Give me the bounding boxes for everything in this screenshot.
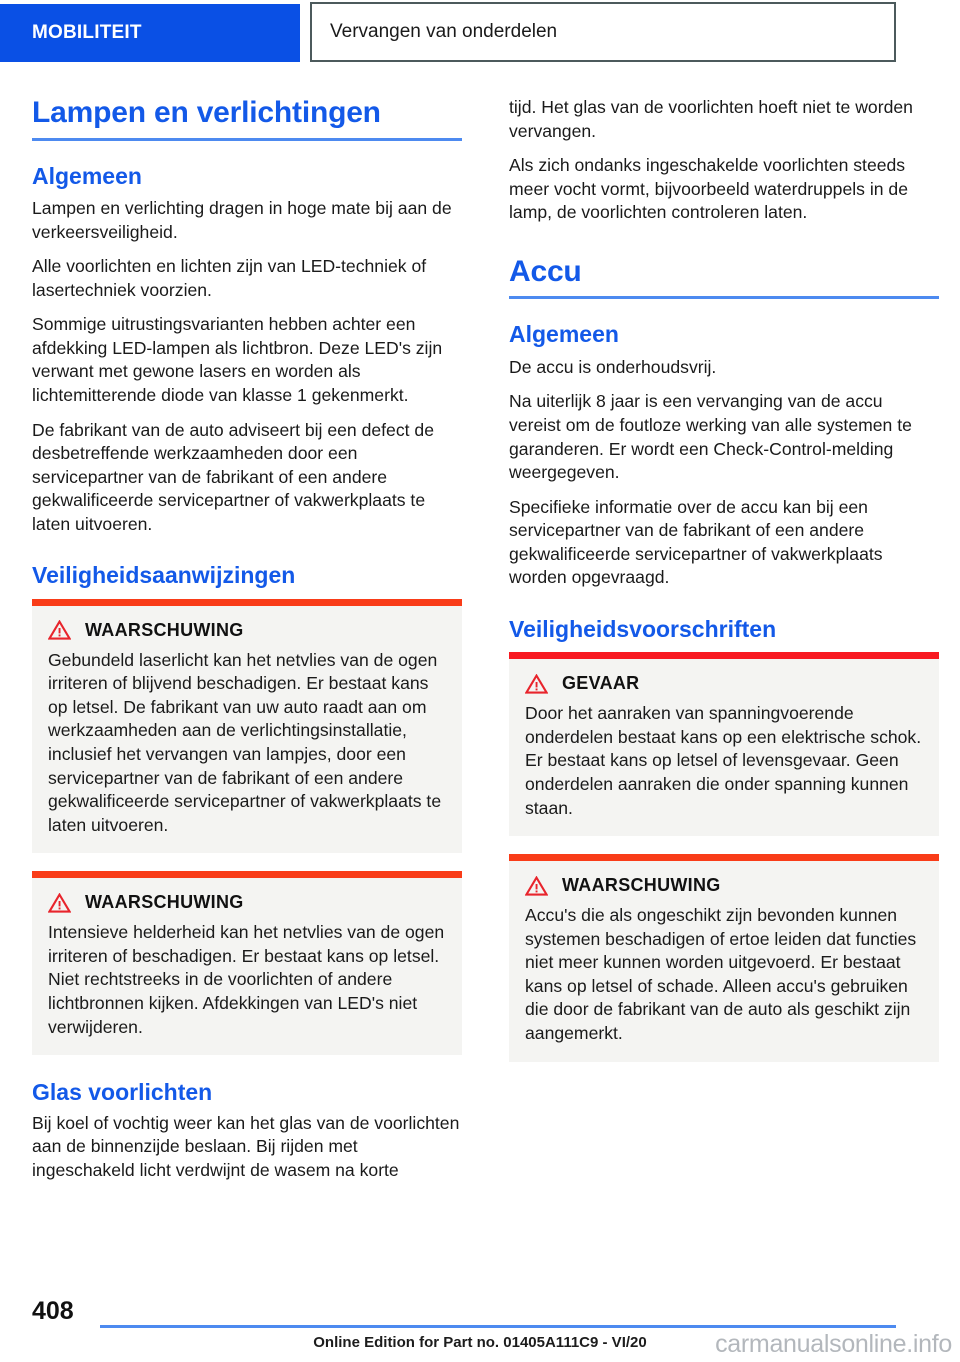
right-column — [509, 96, 939, 1193]
warning-notice — [32, 599, 462, 854]
section-heading-veiligheidsaanwijzingen: Veiligheidsaanwijzingen — [32, 562, 296, 589]
breadcrumb-label: Vervangen van onderdelen — [330, 21, 558, 42]
warning-triangle-icon — [48, 620, 71, 640]
breadcrumb — [310, 2, 896, 62]
watermark: carmanualsonline.info — [715, 1330, 952, 1358]
paragraph: Sommige uitrustingsvarianten hebben achter een afdekking LED-lampen als lichtbron. Deze LED's zijn verwant met gewone lasers en worden als lichtemitterende diode van klasse 1 gekenmerkt. — [32, 314, 443, 405]
notice-label: GEVAAR — [562, 673, 640, 694]
notice-text: Intensieve helderheid kan het netvlies van de ogen irriteren of beschadigen. Er bestaat kans op letsel. Niet rechtstreeks in de voorlichten of andere lichtbronnen kijken. Afdekkingen van LED's niet verwijderen. — [48, 922, 445, 1037]
page-footer — [0, 1290, 960, 1362]
footer-divider — [100, 1325, 896, 1328]
notice-accent-bar — [32, 599, 462, 606]
chapter-tab-label: MOBILITEIT — [32, 22, 142, 43]
section-heading-veiligheidsvoorschriften: Veiligheidsvoorschriften — [509, 615, 777, 642]
paragraph: Specifieke informatie over de accu kan bij een servicepartner van de fabrikant of een andere gekwalificeerde servicepartner of vakwerkplaats worden opgevraagd. — [509, 496, 883, 588]
notice-label: WAARSCHUWING — [85, 619, 244, 640]
paragraph: Alle voorlichten en lichten zijn van LED-techniek of lasertechniek voorzien. — [32, 256, 427, 300]
paragraph: De accu is onderhoudsvrij. — [509, 356, 717, 377]
section-heading-algemeen: Algemeen — [32, 162, 142, 189]
section-heading-accu: Accu — [509, 254, 582, 288]
chapter-tab — [0, 4, 300, 62]
notice-header — [525, 875, 923, 896]
notice-text: Door het aanraken van spanningvoerende onderdelen bestaat kans op een elektrische schok. Er bestaat kans op letsel of levensgevaar. Geen onderdelen aanraken die onder spanning kunnen staan. — [525, 703, 922, 818]
section-heading-algemeen: Algemeen — [509, 321, 619, 348]
page-content — [0, 96, 960, 1193]
paragraph: tijd. Het glas van de voorlichten hoeft niet te worden vervangen. — [509, 97, 913, 141]
warning-notice — [32, 871, 462, 1055]
notice-label: WAARSCHUWING — [562, 875, 721, 896]
notice-accent-bar — [509, 652, 939, 659]
notice-header — [48, 620, 446, 641]
notice-label: WAARSCHUWING — [85, 892, 244, 913]
paragraph: De fabrikant van de auto adviseert bij een defect de desbetreffende werkzaamheden door een servicepartner van de fabrikant of een andere gekwalificeerde servicepartner of vakwerkplaats te laten uitvoeren. — [32, 419, 434, 534]
paragraph: Na uiterlijk 8 jaar is een vervanging van de accu vereist om de foutloze werking van alle systemen te garanderen. Er wordt een Check-Control-melding weergegeven. — [509, 391, 912, 483]
title-divider — [32, 138, 462, 141]
notice-header — [525, 673, 923, 694]
notice-accent-bar — [32, 871, 462, 878]
danger-notice — [509, 652, 939, 836]
notice-text: Accu's die als ongeschikt zijn bevonden kunnen systemen beschadigen of ertoe leiden dat functies niet meer kunnen worden uitgevoerd. Er bestaat kans op letsel of schade. Alleen accu's gebruiken die door de fabrikant van de auto als geschikt zijn aangemerkt. — [525, 905, 917, 1043]
edition-note: Online Edition for Part no. 01405A111C9 - VI/20 — [313, 1334, 647, 1351]
notice-text: Gebundeld laserlicht kan het netvlies van de ogen irriteren of blijvend beschadigen. Er bestaat kans op letsel. De fabrikant van uw auto raadt aan om werkzaamheden aan de verlichtingsinstallatie, inclusief het vervangen van lampjes, door een servicepartner van de fabrikant of een andere gekwalificeerde servicepartner of vakwerkplaats te laten uitvoeren. — [48, 649, 442, 835]
warning-notice — [509, 854, 939, 1061]
section-heading-glas-voorlichten: Glas voorlichten — [32, 1079, 213, 1106]
page-number: 408 — [32, 1297, 74, 1325]
warning-triangle-icon — [525, 674, 548, 694]
left-column — [32, 96, 462, 1193]
page-title: Lampen en verlichtingen — [32, 96, 381, 129]
notice-header — [48, 892, 446, 913]
warning-triangle-icon — [48, 893, 71, 913]
paragraph: Bij koel of vochtig weer kan het glas van de voorlichten aan de binnenzijde beslaan. Bij rijden met ingeschakeld licht verdwijnt de wasem na korte — [32, 1112, 460, 1180]
title-divider — [509, 296, 939, 299]
warning-triangle-icon — [525, 876, 548, 896]
notice-accent-bar — [509, 854, 939, 861]
paragraph: Als zich ondanks ingeschakelde voorlichten steeds meer vocht vormt, bijvoorbeeld waterdruppels in de lamp, de voorlichten controleren laten. — [509, 155, 908, 223]
paragraph: Lampen en verlichting dragen in hoge mate bij aan de verkeersveiligheid. — [32, 198, 452, 242]
page-header — [0, 0, 960, 66]
